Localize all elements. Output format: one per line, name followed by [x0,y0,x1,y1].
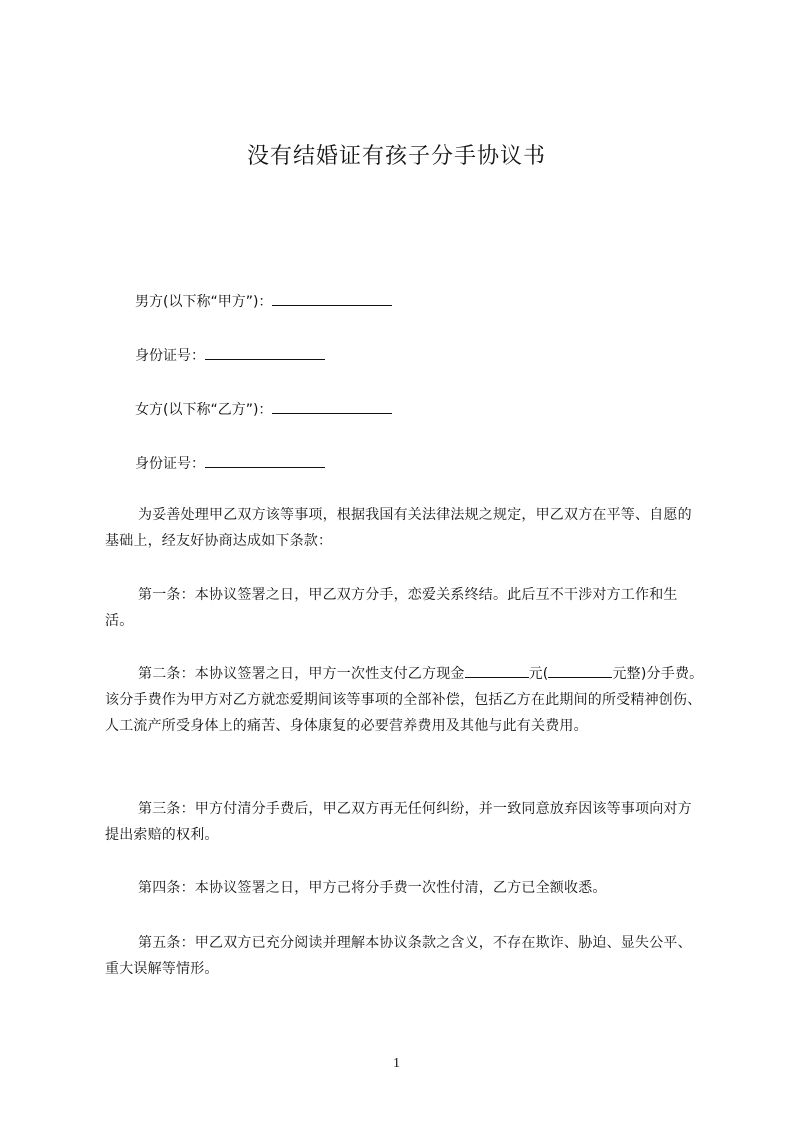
article-1: 第一条：本协议签署之日，甲乙双方分手，恋爱关系终结。此后互不干涉对方工作和生活。 [105,587,678,629]
article-5: 第五条：甲乙双方已充分阅读并理解本协议条款之含义，不存在欺诈、胁迫、显失公平、重大误解等情形。 [105,935,692,977]
field-party-a-blank[interactable] [272,291,392,306]
field-party-b [135,399,392,420]
page-number: 1 [393,1056,400,1071]
field-party-b-id-label: 身份证号： [135,456,205,472]
field-party-a-id [135,345,325,366]
field-party-b-id [135,453,325,474]
intro-paragraph: 为妥善处理甲乙双方该等事项，根据我国有关法律法规之规定，甲乙双方在平等、自愿的基础上，经友好协商达成如下条款： [105,507,692,549]
amount-blank[interactable] [465,663,529,678]
article-2 [105,661,705,739]
amount-words-blank[interactable] [548,663,612,678]
document-title: 没有结婚证有孩子分手协议书 [246,144,546,169]
field-party-b-id-blank[interactable] [205,453,325,468]
field-party-b-blank[interactable] [272,399,392,414]
article-2-rest: 元整)分手费。该分手费作为甲方对乙方就恋爱期间该等事项的全部补偿，包括乙方在此期间的所受精神创伤、人工流产所受身体上的痛苦、身体康复的必要营养费用及其他与此有关费用。 [105,666,704,734]
article-2-unit1: 元( [528,666,549,682]
field-party-a-id-blank[interactable] [205,345,325,360]
article-4: 第四条：本协议签署之日，甲方己将分手费一次性付清，乙方已全额收悉。 [138,880,607,896]
article-3: 第三条：甲方付清分手费后，甲乙双方再无任何纠纷，并一致同意放弃因该等事项向对方提出索赔的权利。 [105,801,692,843]
article-2-lead: 第二条：本协议签署之日，甲方一次性支付乙方现金 [138,666,465,682]
field-party-b-label: 女方(以下称“乙方”)： [135,402,273,418]
field-party-a-label: 男方(以下称“甲方”)： [135,294,273,310]
field-party-a-id-label: 身份证号： [135,348,205,364]
field-party-a [135,291,392,312]
